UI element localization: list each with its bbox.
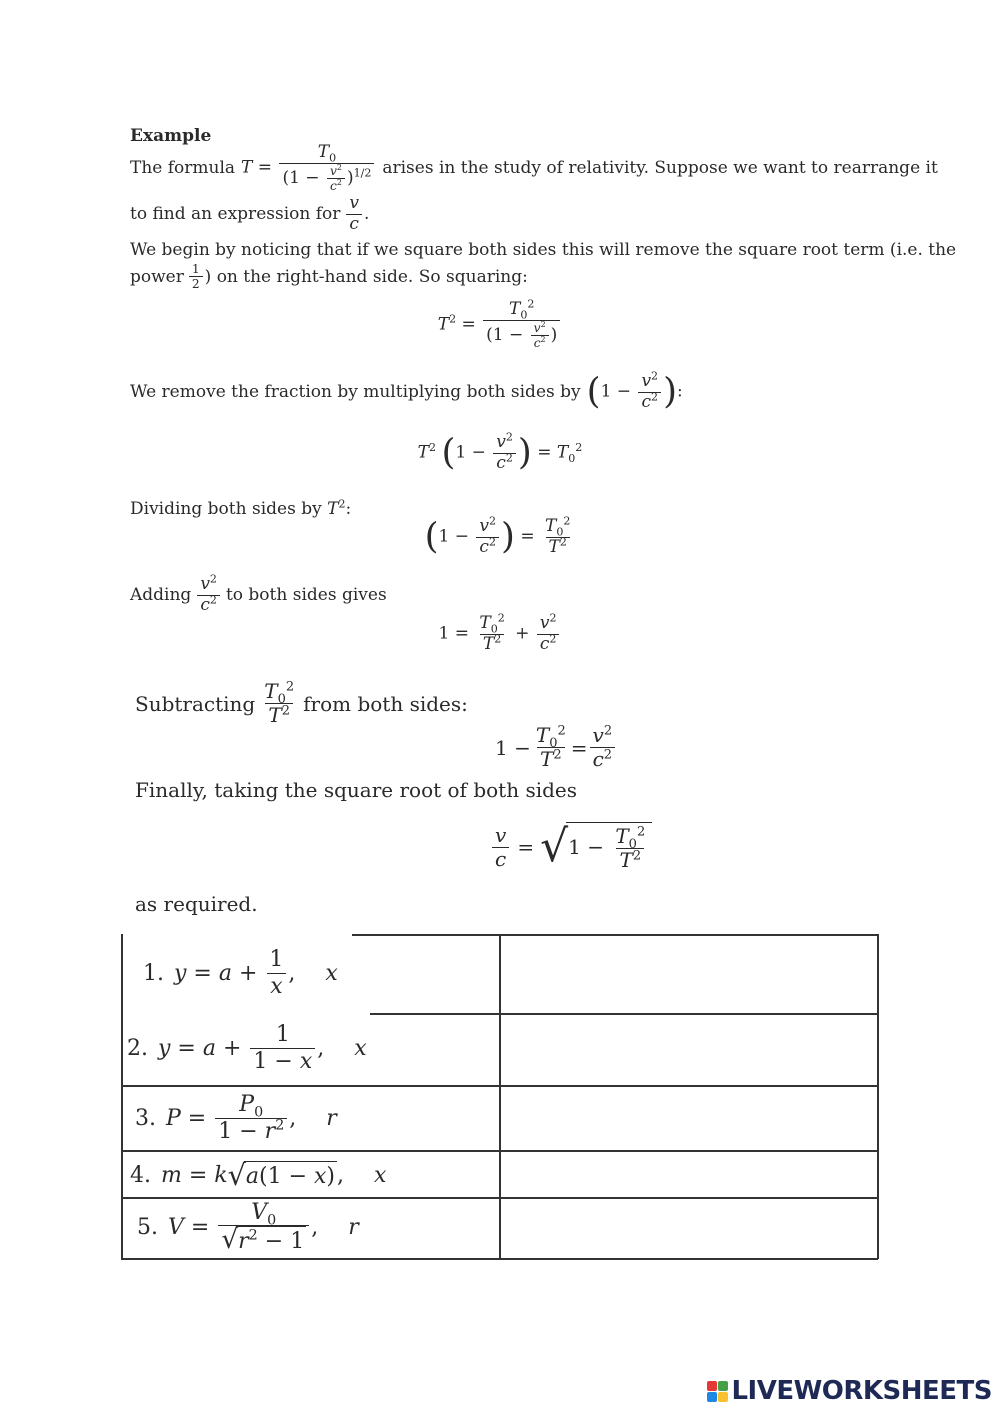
intro-prefix: The formula bbox=[130, 157, 236, 178]
para1-rest-text: ) on the right-hand side. So squaring: bbox=[204, 266, 528, 287]
step-remove-fraction: We remove the fraction by multiplying both sides by (1 − $\frac{v^2}{c^2}$ ): bbox=[130, 369, 683, 413]
equation-added: 1 = $\frac{T_0^2}{T^2}$ + $\frac{v^2}{c^2}$ bbox=[0, 614, 1000, 654]
para1-power-text: power bbox=[130, 266, 184, 287]
equation-squared: $T^2$ = $T_0^2$ (1 − $\frac{v^2}{c^2}$ ) bbox=[0, 300, 1000, 350]
logo-square bbox=[707, 1381, 717, 1391]
step-subtract-text-a: Subtracting bbox=[135, 691, 256, 716]
step-remove-fraction-text: We remove the fraction by multiplying both sides by bbox=[130, 382, 581, 403]
answer-box-2[interactable] bbox=[500, 1014, 877, 1085]
step-divide-text: Dividing both sides by bbox=[130, 499, 322, 519]
logo-text: LIVEWORKSHEETS bbox=[731, 1376, 992, 1406]
para1-line2 bbox=[130, 262, 528, 291]
exercise-row-4: 4. m = k √ a(1 − x) , x bbox=[130, 1158, 387, 1192]
exercise-variable: x bbox=[325, 960, 338, 986]
exercise-number: 1. bbox=[143, 960, 164, 986]
step-subtract-text-b: from both sides: bbox=[303, 691, 468, 716]
equation-multiplied: $T^2$ (1 − $\frac{v^2}{c^2}$ ) = $T_0^2$ bbox=[417, 430, 583, 474]
exercise-variable: x bbox=[374, 1162, 387, 1188]
exercise-number: 5. bbox=[137, 1214, 158, 1240]
example-heading: Example bbox=[130, 126, 212, 146]
exercise-row-1: 1. y = a + $\frac{1}{x}$ , x bbox=[143, 947, 338, 999]
equation-final: $\frac{v}{c}$ = √ 1 − $\frac{T_0^2}{T^2}$ bbox=[490, 822, 652, 872]
equation-divided: (1 − $\frac{v^2}{c^2}$ ) = $\frac{T_0^2}{T^2}$ bbox=[424, 514, 571, 558]
step-subtract: Subtracting $\frac{T_0^2}{T^2}$ from both sides: bbox=[135, 679, 468, 727]
table-border-right bbox=[877, 934, 879, 1259]
logo-square bbox=[718, 1392, 728, 1402]
logo-square bbox=[718, 1381, 728, 1391]
intro-line-2: to find an expression for $\frac{v}{c}$ . bbox=[130, 193, 370, 234]
exercise-row-2: 2. y = a + $\frac{1}{1 - x}$ , x bbox=[127, 1022, 367, 1074]
equation-subtracted: 1 − $\frac{T_0^2}{T^2}$ = $\frac{v^2}{c^2}$ bbox=[495, 724, 617, 771]
exercise-variable: x bbox=[354, 1035, 367, 1061]
answer-box-1[interactable] bbox=[500, 935, 877, 1013]
exercise-variable: r bbox=[326, 1105, 337, 1131]
exercise-number: 3. bbox=[135, 1105, 156, 1131]
logo-square bbox=[707, 1392, 717, 1402]
exercise-row-3: 3. P = $\frac{P_0}{1 - r^2}$ , r bbox=[135, 1092, 337, 1144]
step-divide: Dividing both sides by $T^2$: bbox=[130, 497, 352, 519]
formula-T: T = $T_0$ (1 − $\frac{v^2}{c^2}$ )$^{1/2}$ bbox=[241, 143, 376, 193]
answer-box-5[interactable] bbox=[500, 1198, 877, 1258]
para1-line1: We begin by noticing that if we square both sides this will remove the square root term (i.e. the bbox=[130, 240, 957, 260]
table-border-bottom bbox=[121, 1258, 878, 1260]
intro-line-1 bbox=[130, 143, 938, 193]
step-add-text-b: to both sides gives bbox=[225, 585, 387, 606]
table-border-left bbox=[121, 934, 123, 1259]
exercise-number: 2. bbox=[127, 1035, 148, 1061]
step-finally: Finally, taking the square root of both sides bbox=[135, 778, 578, 802]
one-half: $\frac{1}{2}$ bbox=[189, 262, 203, 291]
v-over-c: $\frac{v}{c}$ bbox=[346, 194, 362, 234]
logo-mark-icon bbox=[707, 1381, 728, 1402]
step-add-text-a: Adding bbox=[130, 585, 192, 606]
step-add: Adding $\frac{v^2}{c^2}$ to both sides gives bbox=[130, 572, 387, 615]
exercise-variable: r bbox=[348, 1214, 359, 1240]
exercise-row-5: 5. V = $V_0$ √ $r^2 - 1$ , r bbox=[137, 1199, 359, 1256]
as-required: as required. bbox=[135, 892, 258, 916]
intro-suffix: arises in the study of relativity. Suppose we want to rearrange it bbox=[382, 157, 938, 178]
exercise-number: 4. bbox=[130, 1162, 151, 1188]
answer-box-4[interactable] bbox=[500, 1151, 877, 1197]
intro-line2-text: to find an expression for bbox=[130, 204, 341, 225]
answer-box-3[interactable] bbox=[500, 1086, 877, 1150]
liveworksheets-logo[interactable] bbox=[707, 1376, 992, 1406]
